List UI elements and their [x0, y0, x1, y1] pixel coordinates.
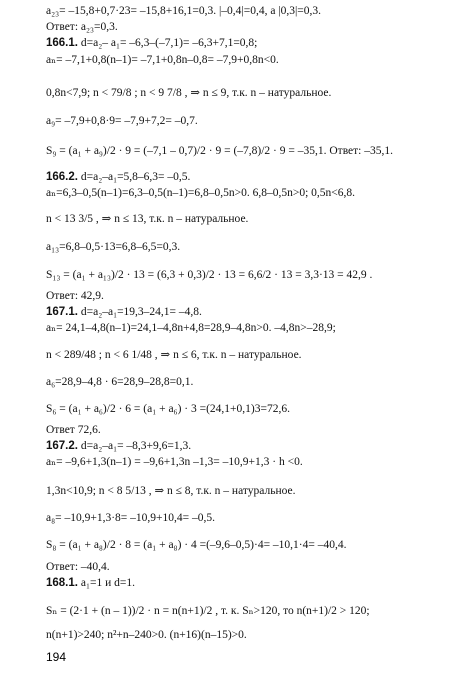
- line-text: d=a₂–a₁=5,8–6,3= –0,5.: [77, 171, 191, 183]
- line-text: n < 13 3/5 , ⇒ n ≤ 13, т.к. n – натуральное.: [46, 213, 249, 225]
- text-line: [46, 53, 279, 67]
- line-text: S₈ = (a₁ + a₈)/2 · 8 = (a₁ + a₈) · 4 =(–9,6–0,5)·4= –10,1·4= –40,4.: [46, 539, 347, 551]
- line-text: Ответ: –40,4.: [46, 561, 110, 573]
- line-text: a₁=1 и d=1.: [77, 577, 135, 589]
- line-text: a₆=28,9–4,8 · 6=28,9–28,8=0,1.: [46, 376, 194, 388]
- line-text: aₙ= –7,1+0,8(n–1)= –7,1+0,8n–0,8= –7,9+0,8n<0.: [46, 54, 279, 66]
- problem-number: 167.2.: [46, 440, 78, 452]
- line-text: n < 289/48 ; n < 6 1/48 , ⇒ n ≤ 6, т.к. n – натуральное.: [46, 349, 302, 361]
- problem-number: 167.1.: [46, 306, 78, 318]
- line-text: Ответ: 42,9.: [46, 290, 104, 302]
- line-text: a₉= –7,9+0,8·9= –7,9+7,2= –0,7.: [46, 115, 198, 127]
- line-text: 1,3n<10,9; n < 8 5/13 , ⇒ n ≤ 8, т.к. n – натуральное.: [46, 485, 296, 497]
- text-line: [46, 348, 302, 362]
- line-text: Sₙ = (2·1 + (n – 1))/2 · n = n(n+1)/2 , т. к. Sₙ>120, то n(n+1)/2 > 120;: [46, 605, 370, 617]
- line-text: aₙ=6,3–0,5(n–1)=6,3–0,5(n–1)=6,8–0,5n>0. 6,8–0,5n>0; 0,5n<6,8.: [46, 187, 356, 199]
- text-line: [46, 538, 347, 552]
- text-line: [46, 305, 202, 319]
- line-text: S₆ = (a₁ + a₆)/2 · 6 = (a₁ + a₆) · 3 =(24,1+0,1)3=72,6.: [46, 403, 290, 415]
- line-text: d=a₂– a₁= –6,3–(–7,1)= –6,3+7,1=0,8;: [77, 37, 258, 49]
- text-line: [46, 628, 247, 642]
- text-line: [46, 402, 290, 416]
- text-line: [46, 86, 331, 100]
- text-line: [46, 375, 193, 389]
- page-number: 194: [46, 650, 67, 664]
- line-text: a₂₃= –15,8+0,7·23= –15,8+16,1=0,3. |–0,4|=0,4, а |0,3|=0,3.: [46, 5, 322, 17]
- problem-number: 168.1.: [46, 577, 78, 589]
- line-text: S₉ = (a₁ + a₉)/2 · 9 = (–7,1 – 0,7)/2 · 9 = (–7,8)/2 · 9 = –35,1. Ответ: –35,1.: [46, 145, 394, 157]
- text-line: [46, 604, 370, 618]
- line-text: aₙ= 24,1–4,8(n–1)=24,1–4,8n+4,8=28,9–4,8n>0. –4,8n>–28,9;: [46, 322, 336, 334]
- line-text: aₙ= –9,6+1,3(n–1) = –9,6+1,3n –1,3= –10,9+1,3 · h <0.: [46, 456, 303, 468]
- text-line: [46, 20, 118, 34]
- text-line: [46, 268, 372, 282]
- line-text: Ответ: a₂₃=0,3.: [46, 21, 118, 33]
- text-line: [46, 560, 110, 574]
- text-line: [46, 576, 135, 590]
- problem-number: 166.2.: [46, 171, 78, 183]
- text-line: [46, 186, 355, 200]
- line-text: d=a₂–a₁= –8,3+9,6=1,3.: [77, 440, 192, 452]
- text-line: [46, 455, 303, 469]
- line-text: 0,8n<7,9; n < 79/8 ; n < 9 7/8 , ⇒ n ≤ 9, т.к. n – натуральное.: [46, 87, 332, 99]
- text-line: [46, 212, 248, 226]
- line-text: a₈= –10,9+1,3·8= –10,9+10,4= –0,5.: [46, 512, 215, 524]
- problem-number: 166.1.: [46, 37, 78, 49]
- text-line: [46, 240, 180, 254]
- text-line: [46, 4, 321, 18]
- text-line: [46, 423, 101, 437]
- line-text: d=a₂–a₁=19,3–24,1= –4,8.: [77, 306, 202, 318]
- text-line: [46, 321, 336, 335]
- text-line: [46, 439, 191, 453]
- line-text: Ответ 72,6.: [46, 424, 101, 436]
- line-text: a₁₃=6,8–0,5·13=6,8–6,5=0,3.: [46, 241, 181, 253]
- text-line: [46, 484, 295, 498]
- text-line: [46, 144, 393, 158]
- text-line: [46, 170, 190, 184]
- text-line: [46, 36, 257, 50]
- line-text: n(n+1)>240; n²+n–240>0. (n+16)(n–15)>0.: [46, 629, 247, 641]
- line-text: S₁₃ = (a₁ + a₁₃)/2 · 13 = (6,3 + 0,3)/2 · 13 = 6,6/2 · 13 = 3,3·13 = 42,9 .: [46, 269, 373, 281]
- text-line: [46, 289, 104, 303]
- text-line: [46, 511, 215, 525]
- text-line: [46, 114, 198, 128]
